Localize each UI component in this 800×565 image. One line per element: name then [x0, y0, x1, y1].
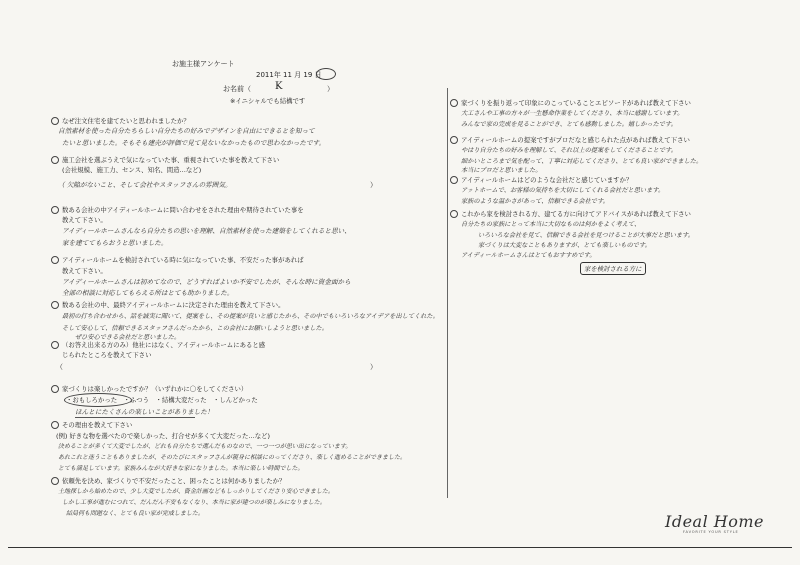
q4-answer-1: アイディールホームさんは初めてなので、どうすればよいか不安でしたが、そんな時に資金面から: [62, 278, 351, 286]
name-value: K: [275, 81, 283, 92]
q10-answer-2: みんなで家の完成を見ることができ、とても感動しました。嬉しかったです。: [461, 121, 677, 128]
q10-answer-1: 大工さんや工事の方々が一生懸命作業をしてくださり、本当に感謝しています。: [461, 110, 684, 117]
q11-answer-1: やはり自分たちの好みを理解して、それ以上の提案をしてくださることです。: [461, 147, 677, 154]
q9-answer-1: 土地探しから始めたので、少し大変でしたが、資金計画などもしっかりしてくださり安心できました。: [58, 488, 334, 495]
q12-answer-2: 家族のような温かさがあって、信頼できる会社です。: [461, 198, 609, 205]
name-note: ※イニシャルでも結構です: [230, 97, 306, 105]
q6-answer-close: ）: [370, 363, 377, 371]
date-circle: [316, 68, 336, 80]
q9-number: [51, 477, 59, 485]
q5-answer-1: 最初の打ち合わせから、話を誠実に聞いて、提案をし、その提案が良いと感じたから、その中でもいろいろなアイデアを出してくれた。: [62, 313, 439, 320]
q10-text: 家づくりを振り返って印象にのこっていることエピソードがあれば教えて下さい: [461, 99, 691, 107]
q13-answer-box: 家を検討される方に: [580, 262, 646, 275]
q4-text-2: 教えて下さい。: [62, 267, 107, 275]
q11-number: [450, 136, 458, 144]
q5-answer-3: ぜひ安心できる会社だと思いました。: [75, 334, 181, 341]
q8-number: [51, 421, 59, 429]
q13-text: これから家を検討される方、建てる方に向けてアドバイスがあれば教えて下さい: [461, 210, 691, 218]
name-label: お名前（: [223, 85, 251, 93]
q2-hint: (会社規模、施工力、センス、知名、間造…など): [62, 166, 202, 174]
q10-number: [450, 99, 458, 107]
q7-text: 家づくりは楽しかったですか？（いずれかに〇をしてください）: [62, 385, 248, 393]
q3-text-2: 教えて下さい。: [62, 216, 107, 224]
q2-answer-close: ）: [370, 181, 377, 189]
q3-answer-1: アイディールホームさんなら自分たちの思いを理解、自然素材を使った建築をしてくれると思い、: [62, 227, 351, 235]
q8-text: その理由を教えて下さい: [62, 421, 133, 429]
q13-answer-2: いろいろな会社を見て、信頼できる会社を見つけることが大事だと思います。: [478, 232, 694, 239]
q13-answer-1: 自分たちの家族にとって本当に大切なものは何かをよく考えて、: [461, 221, 641, 228]
q12-answer-1: アットホームで、お客様の気持ちを大切にしてくれる会社だと思います。: [461, 187, 665, 194]
name-close: ）: [327, 85, 334, 93]
q11-answer-3: 本当にプロだと思いました。: [461, 167, 542, 174]
ideal-home-logo: Ideal Home: [665, 512, 764, 531]
q4-answer-2: 全部の相談に対応してもらえる所はとても助かりました。: [62, 289, 234, 297]
q3-answer-2: 家を建ててもらおうと思いました。: [62, 239, 168, 247]
q3-text-1: 数ある会社の中アイディールホームに問い合わせをされた理由や期待されていた事を: [62, 206, 304, 214]
q2-text: 施工会社を選ぶうえで気になっていた事、重視されていた事を教えて下さい: [62, 156, 280, 164]
q13-number: [450, 210, 458, 218]
q13-answer-3: 家づくりは大変なこともありますが、とても楽しいものです。: [478, 242, 651, 249]
q7-number: [51, 385, 59, 393]
q6-text-1: （お答え出来る方のみ）他社にはなく、アイディールホームにあると感: [62, 341, 266, 349]
q9-text: 依頼先を決め、家づくりで不安だったこと、困ったことは何かありましたか？: [62, 477, 286, 485]
q13-answer-4: アイディールホームさんはとてもおすすめです。: [461, 252, 596, 259]
q5-text: 数ある会社の中、最終アイディールホームに決定された理由を教えて下さい。: [62, 301, 285, 309]
q8-hint: (例) 好きな物を選べたので楽しかった、打合せが多くて大変だった…など): [56, 432, 271, 440]
q7-options: ・おもしろかった ・ふつう ・結構大変だった ・しんどかった: [66, 396, 258, 404]
q1-number: [51, 117, 59, 125]
q6-number: [51, 341, 59, 349]
q7-underline: [75, 417, 195, 418]
q1-answer-2: たいと思いました。そもそも建売が評価で見て見ないなかったもので思わなかったです。: [62, 139, 326, 147]
q2-number: [51, 156, 59, 164]
q8-answer-3: とても満足しています。家族みんなが大好きな家になりました。本当に楽しい時間でした。: [58, 465, 304, 472]
footer-rule: [8, 547, 792, 548]
q11-text: アイディールホームの提案ですがプロだなと感じられた点があれば教えて下さい: [461, 136, 690, 144]
q4-text-1: アイディールホームを検討されている時に気になっていた事、不安だった事があれば: [62, 256, 304, 264]
q3-number: [51, 206, 59, 214]
q7-answer-note: ほんとにたくさんの楽しいことがありました！: [75, 408, 214, 416]
page-title: お施主様アンケート: [172, 60, 235, 68]
q8-answer-2: あれこれと迷うこともありましたが、そのたびにスタッフさんが親身に相談にのってくださり、楽しく進めることができました。: [58, 454, 406, 461]
q6-text-2: じられたところを教えて下さい: [62, 351, 152, 359]
q9-answer-2: しかし工事が進むにつれて、だんだん不安もなくなり、本当に家が建つのが楽しみになりました。: [62, 499, 326, 506]
q1-text: なぜ注文住宅を建てたいと思われましたか？: [62, 117, 190, 125]
q9-answer-3: 結局何も問題なく、とても良い家が完成しました。: [66, 510, 204, 517]
survey-date: 2011年 11 月 19 日: [256, 71, 322, 79]
q1-answer-1: 自然素材を使った自分たちらしい自分たちの好みでデザインを自由にできるとを知って: [58, 127, 315, 135]
q2-answer: （ 欠陥がないこと、そして会社やスタッフさんの雰囲気。: [58, 181, 232, 189]
q12-number: [450, 176, 458, 184]
logo-tagline: FAVORITE YOUR STYLE: [683, 530, 739, 534]
q11-answer-2: 細かいところまで気を配って、丁寧に対応してくださり、とても良い家ができました。: [461, 158, 703, 165]
q4-number: [51, 256, 59, 264]
q5-answer-2: そして安心して、信頼できるスタッフさんだったから、この会社にお願いしようと思いました。: [62, 325, 328, 332]
q6-answer-open: （: [56, 363, 63, 371]
q12-text: アイディールホームはどのような会社だと感じていますか？: [461, 176, 633, 184]
q8-answer-1: 決めることが多くて大変でしたが、どれも自分たちで選んだものなので、一つ一つが思い出になっています。: [58, 443, 352, 450]
q5-number: [51, 301, 59, 309]
column-divider: [447, 88, 448, 498]
